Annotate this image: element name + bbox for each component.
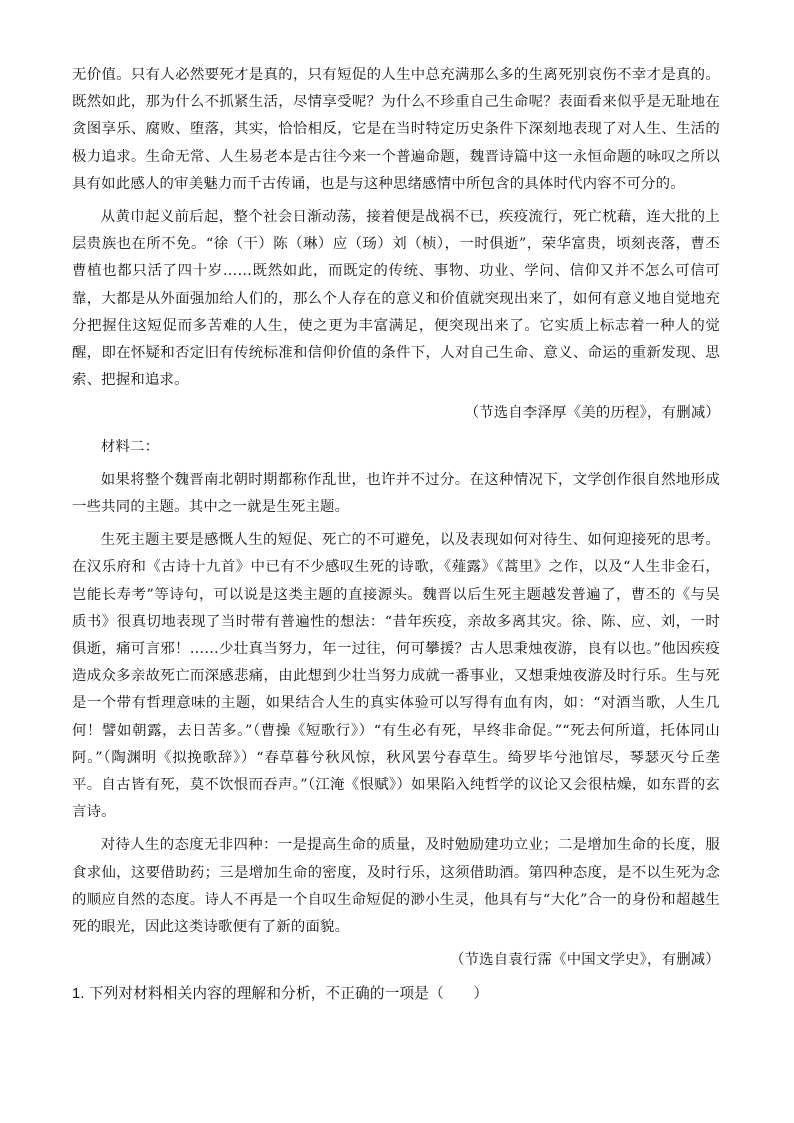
material-one-paragraph-2: 从黄巾起义前后起，整个社会日渐动荡，接着便是战祸不已，疾疫流行，死亡枕藉，连大批的上层贵族也在所不免。“徐（干）陈（琳）应（玚）刘（桢），一时俱逝”，荣华富贵，顷刻丧落，曹丕曹植也都只活了四十岁……既然如此，而既定的传统、事物、功业、学问、信仰又并不怎么可信可靠，大都是从外面强加给人们的，那么个人存在的意义和价值就突现出来了，如何有意义地自觉地充分把握住这短促而多苦难的人生，使之更为丰富满足，便突现出来了。它实质上标志着一种人的觉醒，即在怀疑和否定旧有传统标准和信仰价值的条件下，人对自己生命、意义、命运的重新发现、思索、把握和追求。 — [72, 209, 720, 389]
material-one-paragraph-1: 无价值。只有人必然要死才是真的，只有短促的人生中总充满那么多的生离死别哀伤不幸才是真的。既然如此，那为什么不抓紧生活，尽情享受呢？为什么不珍重自己生命呢？表面看来似乎是无耻地在贪图享乐、腐败、堕落，其实，恰恰相反，它是在当时特定历史条件下深刻地表现了对人生、生活的极力追求。生命无常、人生易老本是古往今来一个普遍命题，魏晋诗篇中这一永恒命题的咏叹之所以具有如此感人的审美魅力而千古传诵，也是与这种思绪感情中所包含的具体时代内容不可分的。 — [72, 67, 720, 192]
material-two-paragraph-2: 生死主题主要是感慨人生的短促、死亡的不可避免，以及表现如何对待生、如何迎接死的思考。在汉乐府和《古诗十九首》中已有不少感叹生死的诗歌，《薤露》《蒿里》之作，以及“人生非金石，岂能长寿考”等诗句，可以说是这类主题的直接源头。魏晋以后生死主题越发普遍了，曹丕的《与吴质书》很真切地表现了当时带有普遍性的想法：“昔年疾疫，亲故多离其灾。徐、陈、应、刘，一时俱逝，痛可言邪！……少壮真当努力，年一过往，何可攀援？古人思秉烛夜游，良有以也。”他因疾疫造成众多亲故死亡而深感悲痛，由此想到少壮当努力成就一番事业，又想秉烛夜游及时行乐。生与死是一个带有哲理意味的主题，如果结合人生的真实体验可以写得有血有肉，如：“对酒当歌，人生几何！譬如朝露，去日苦多。”（曹操《短歌行》）“有生必有死，早终非命促。”“死去何所道，托体同山阿。”（陶渊明《拟挽歌辞》）“春草暮兮秋风惊，秋风罢兮春草生。绮罗毕兮池馆尽，琴瑟灭兮丘垄平。自古皆有死，莫不饮恨而吞声。”（江淹《恨赋》）如果陷入纯哲学的议论又会很枯燥，如东晋的玄言诗。 — [72, 532, 720, 821]
material-two-paragraph-3: 对待人生的态度无非四种：一是提高生命的质量，及时勉励建功立业；二是增加生命的长度，服食求仙，这要借助药；三是增加生命的密度，及时行乐，这须借助酒。第四种态度，是不以生死为念的顺应自然的态度。诗人不再是一个自叹生命短促的渺小生灵，他具有与“大化”合一的身份和超越生死的眼光，因此这类诗歌便有了新的面貌。 — [72, 837, 720, 936]
material-two-source: （节选自袁行霈《中国文学史》，有删减） — [449, 952, 720, 969]
material-two-heading: 材料二： — [100, 438, 160, 455]
document-page — [72, 62, 720, 1007]
question-1: 1. 下列对材料相关内容的理解和分析，不正确的一项是（ ） — [72, 985, 489, 1002]
material-two-paragraph-1: 如果将整个魏晋南北朝时期都称作乱世，也许并不过分。在这种情况下，文学创作很自然地形成一些共同的主题。其中之一就是生死主题。 — [72, 471, 720, 516]
material-one-source: （节选自李泽厚《美的历程》，有删减） — [464, 405, 720, 422]
